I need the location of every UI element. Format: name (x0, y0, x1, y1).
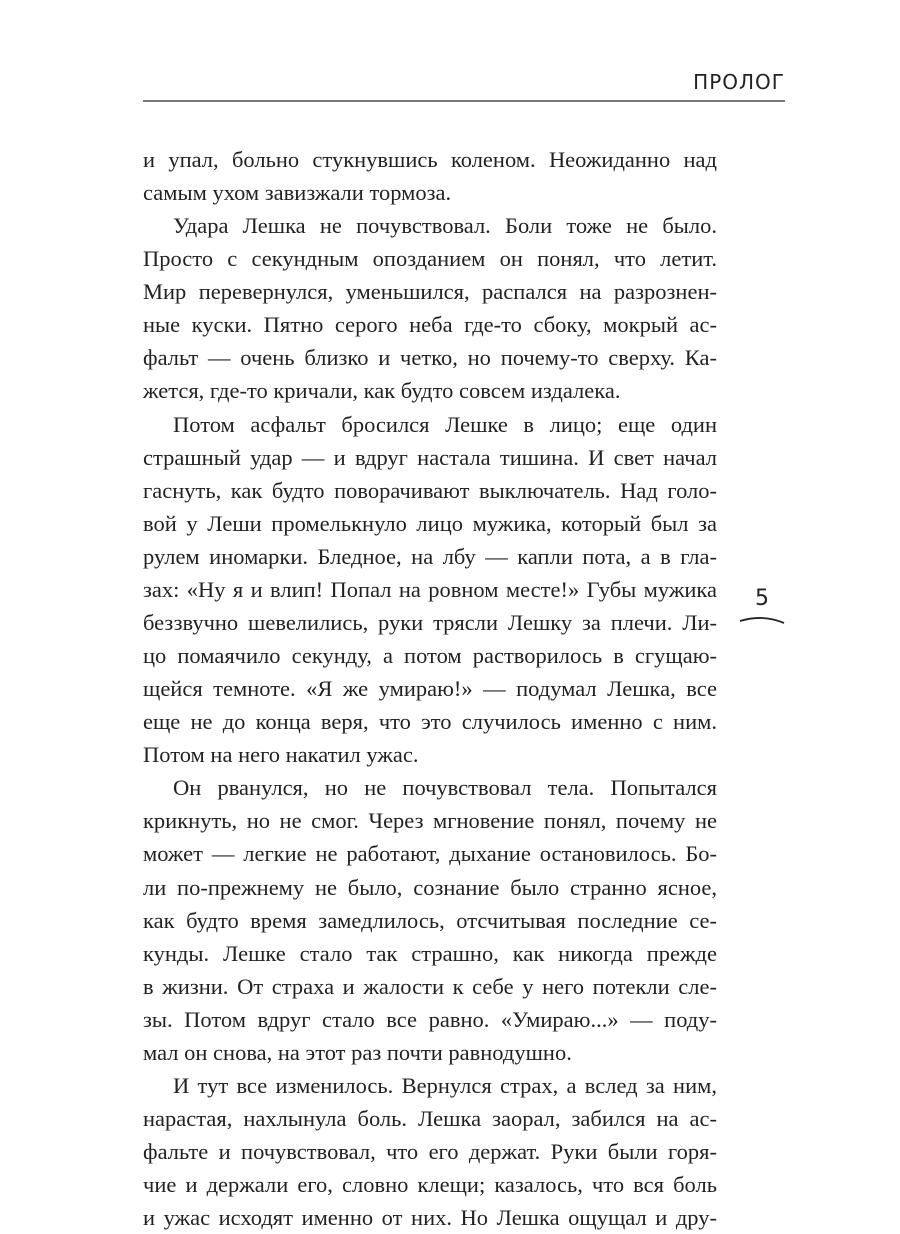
text-line: И тут все изменилось. Вернулся страх, а вслед за ним, (173, 1072, 717, 1098)
text-line: цо помаячило секунду, а потом растворилось в сгущаю- (143, 643, 717, 669)
text-line: еще не до конца веря, что это случилось именно с ним. (143, 709, 717, 735)
text-line: Просто с секундным опозданием он понял, что летит. (143, 246, 717, 272)
text-line: жется, где-то кричали, как будто совсем издалека. (143, 378, 621, 404)
page-number-swash (738, 612, 788, 628)
text-line: может — легкие не работают, дыхание остановилось. Бо- (143, 841, 717, 867)
text-line: Удара Лешка не почувствовал. Боли тоже не было. (173, 213, 717, 239)
text-line: фальте и почувствовал, что его держат. Руки были горя- (143, 1139, 717, 1165)
text-line: самым ухом завизжали тормоза. (143, 180, 452, 206)
text-line: рулем иномарки. Бледное, на лбу — капли пота, а в гла- (143, 543, 717, 569)
text-line: зах: «Ну я и влип! Попал на ровном месте!» Губы мужика (143, 576, 717, 602)
text-line: кунды. Лешке стало так страшно, как никогда прежде (143, 940, 717, 966)
text-line: Он рванулся, но не почувствовал тела. Попытался (173, 775, 717, 801)
text-line: и упал, больно стукнувшись коленом. Неожиданно над (143, 147, 717, 172)
text-line: беззвучно шевелились, руки трясли Лешку за плечи. Ли- (143, 609, 717, 635)
text-line: как будто время замедлилось, отсчитывая последние се- (143, 907, 717, 933)
running-header-title: ПРОЛОГ (693, 70, 785, 94)
text-line: щейся темноте. «Я же умираю!» — подумал Лешка, все (143, 676, 717, 702)
text-line: вой у Леши промелькнуло лицо мужика, который был за (143, 510, 717, 536)
text-line: ные куски. Пятно серого неба где-то сбоку, мокрый ас- (143, 312, 717, 338)
text-line: и ужас исходят именно от них. Но Лешка ощущал и дру- (143, 1205, 717, 1231)
text-line: крикнуть, но не смог. Через мгновение понял, почему не (143, 808, 717, 834)
text-line: гаснуть, как будто поворачивают выключатель. Над голо- (143, 477, 717, 503)
text-line: нарастая, нахлынула боль. Лешка заорал, забился на ас- (143, 1106, 717, 1132)
text-line: зы. Потом вдруг стало все равно. «Умираю...» — поду- (143, 1006, 717, 1032)
text-line: Мир перевернулся, уменьшился, распался на разрознен- (143, 279, 717, 305)
page-number: 5 (755, 586, 769, 611)
text-line: ли по-прежнему не было, сознание было странно ясное, (143, 874, 717, 900)
text-line: Потом асфальт бросился Лешке в лицо; еще один (173, 411, 717, 437)
text-line: в жизни. От страха и жалости к себе у него потекли сле- (143, 973, 717, 999)
text-line: мал он снова, на этот раз почти равнодушно. (143, 1039, 572, 1065)
text-line: чие и держали его, словно клещи; казалось, что вся боль (143, 1172, 717, 1198)
text-line: страшный удар — и вдруг настала тишина. И свет начал (143, 444, 717, 470)
header-rule (143, 100, 785, 102)
text-line: фальт — очень близко и четко, но почему-то сверху. Ка- (143, 345, 717, 371)
text-line: Потом на него накатил ужас. (143, 742, 419, 768)
